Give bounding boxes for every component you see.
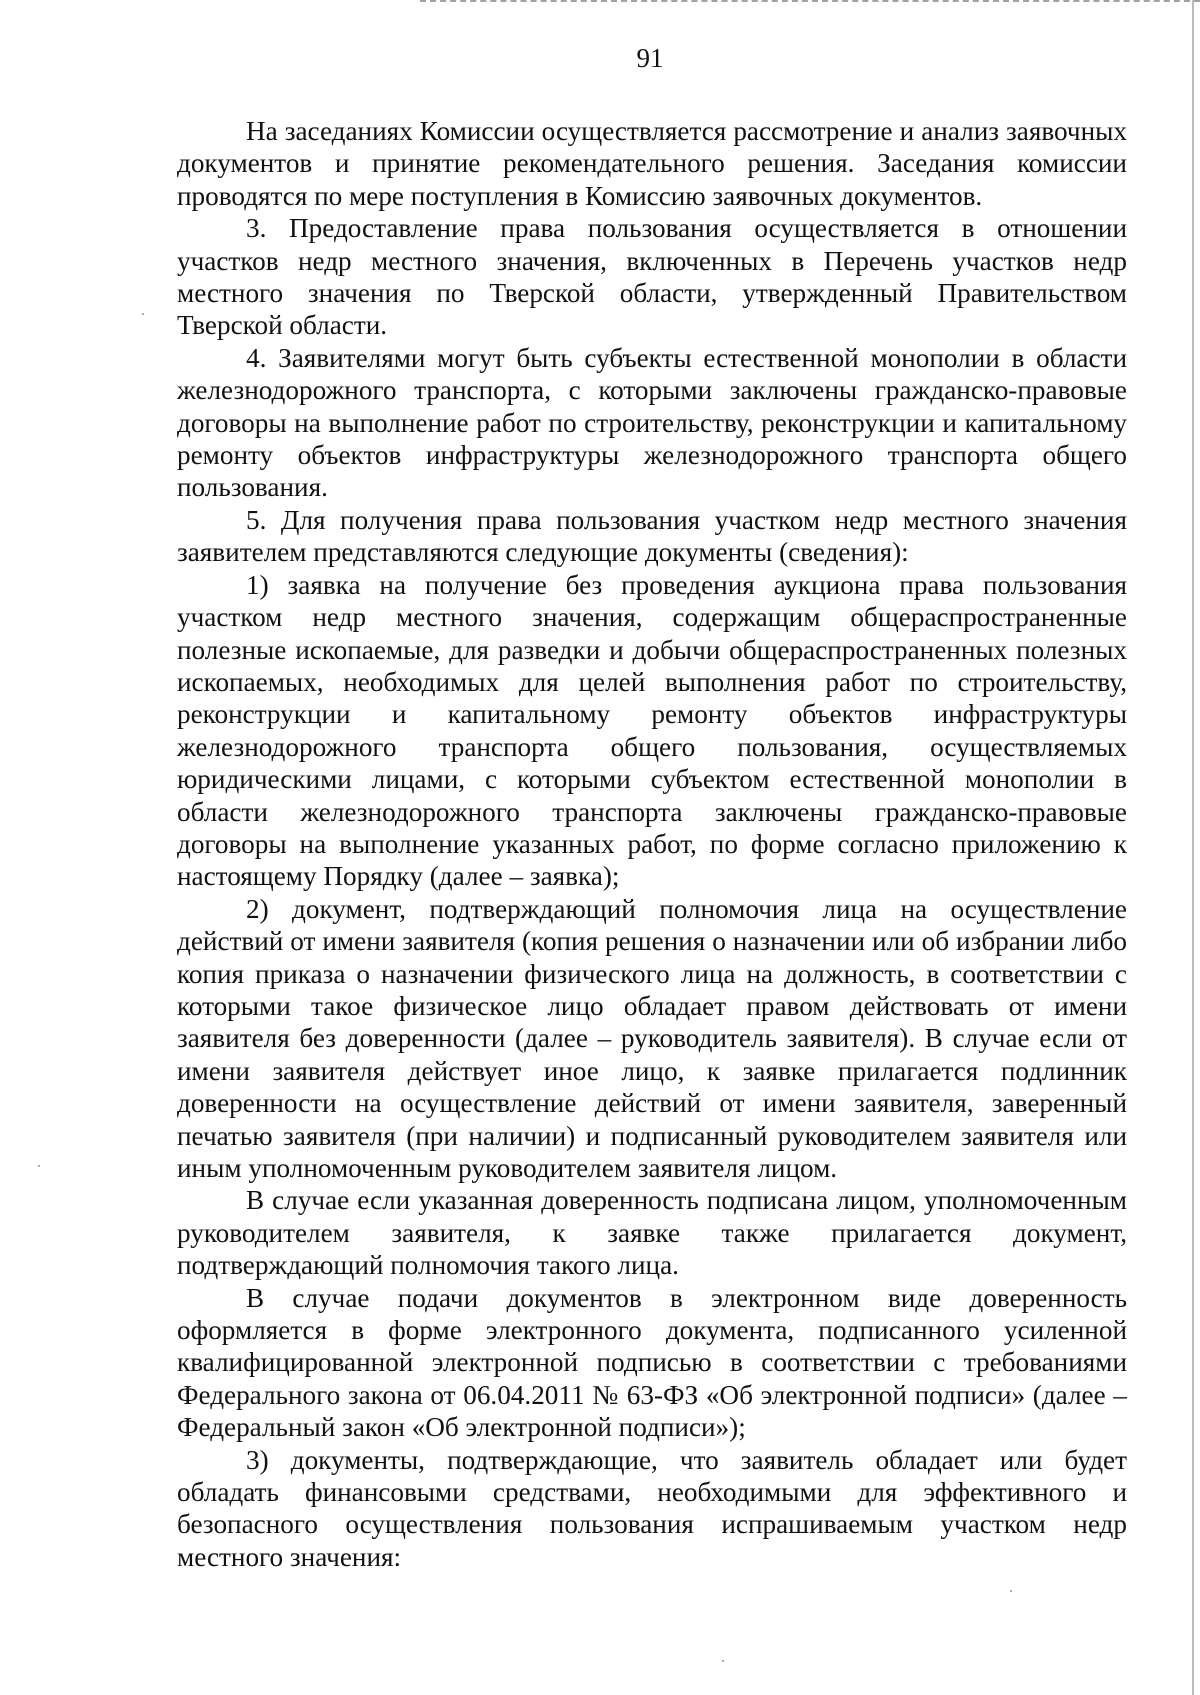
scan-speck	[142, 313, 144, 315]
page-number: 91	[636, 43, 664, 73]
scan-speck	[722, 1660, 724, 1662]
paragraph-subitem-3: 3) документы, подтверждающие, что заявитель обладает или будет обладать финансовыми средствами, необходимыми для эффективного и безопасного осуществления пользования испрашиваемым участком недр местного значения:	[177, 1444, 1127, 1572]
paragraph-item-3: 3. Предоставление права пользования осуществляется в отношении участков недр местного значения, включенных в Перечень участков недр местного значения по Тверской области, утвержденный Правительством Тверской области.	[177, 213, 1127, 341]
paragraph-proxy-signed: В случае если указанная доверенность подписана лицом, уполномоченным руководителем заявителя, к заявке также прилагается документ, подтверждающий полномочия такого лица.	[177, 1185, 1127, 1281]
scan-speck	[38, 1165, 40, 1167]
paragraph-electronic-proxy: В случае подачи документов в электронном виде доверенность оформляется в форме электронного документа, подписанного усиленной квалифицированной электронной подписью в соответствии с требованиями Федерального закона от 06.04.2011 № 63-ФЗ «Об электронной подписи» (далее – Федеральный закон «Об электронной подписи»);	[177, 1282, 1127, 1443]
paragraph-subitem-2: 2) документ, подтверждающий полномочия лица на осуществление действий от имени заявителя (копия решения о назначении или об избрании либо копия приказа о назначении физического лица на должность, в соответствии с которыми такое физическое лицо обладает правом действовать от имени заявителя без доверенности (далее – руководитель заявителя). В случае если от имени заявителя действует иное лицо, к заявке прилагается подлинник доверенности на осуществление действий от имени заявителя, заверенный печатью заявителя (при наличии) и подписанный руководителем заявителя или иным уполномоченным руководителем заявителя лицом.	[177, 893, 1127, 1183]
scan-right-edge	[1192, 0, 1194, 1695]
scan-speck	[1010, 1590, 1012, 1592]
paragraph-subitem-1: 1) заявка на получение без проведения аукциона права пользования участком недр местного значения, содержащим общераспространенные полезные ископаемые, для разведки и добычи общераспространенных полезных ископаемых, необходимых для целей выполнения работ по строительству, реконструкции и капитальному ремонту объектов инфраструктуры железнодорожного транспорта общего пользования, осуществляемых юридическими лицами, с которыми субъектом естественной монополии в области железнодорожного транспорта заключены гражданско-правовые договоры на выполнение указанных работ, по форме согласно приложению к настоящему Порядку (далее – заявка);	[177, 569, 1127, 892]
document-body	[177, 115, 1127, 1573]
paragraph-item-5: 5. Для получения права пользования участком недр местного значения заявителем представляются следующие документы (сведения):	[177, 504, 1127, 568]
scan-top-edge	[420, 0, 1200, 4]
paragraph-item-4: 4. Заявителями могут быть субъекты естественной монополии в области железнодорожного транспорта, с которыми заключены гражданско-правовые договоры на выполнение работ по строительству, реконструкции и капитальному ремонту объектов инфраструктуры железнодорожного транспорта общего пользования.	[177, 342, 1127, 503]
paragraph-commission-meetings: На заседаниях Комиссии осуществляется рассмотрение и анализ заявочных документов и принятие рекомендательного решения. Заседания комиссии проводятся по мере поступления в Комиссию заявочных документов.	[177, 116, 1127, 211]
